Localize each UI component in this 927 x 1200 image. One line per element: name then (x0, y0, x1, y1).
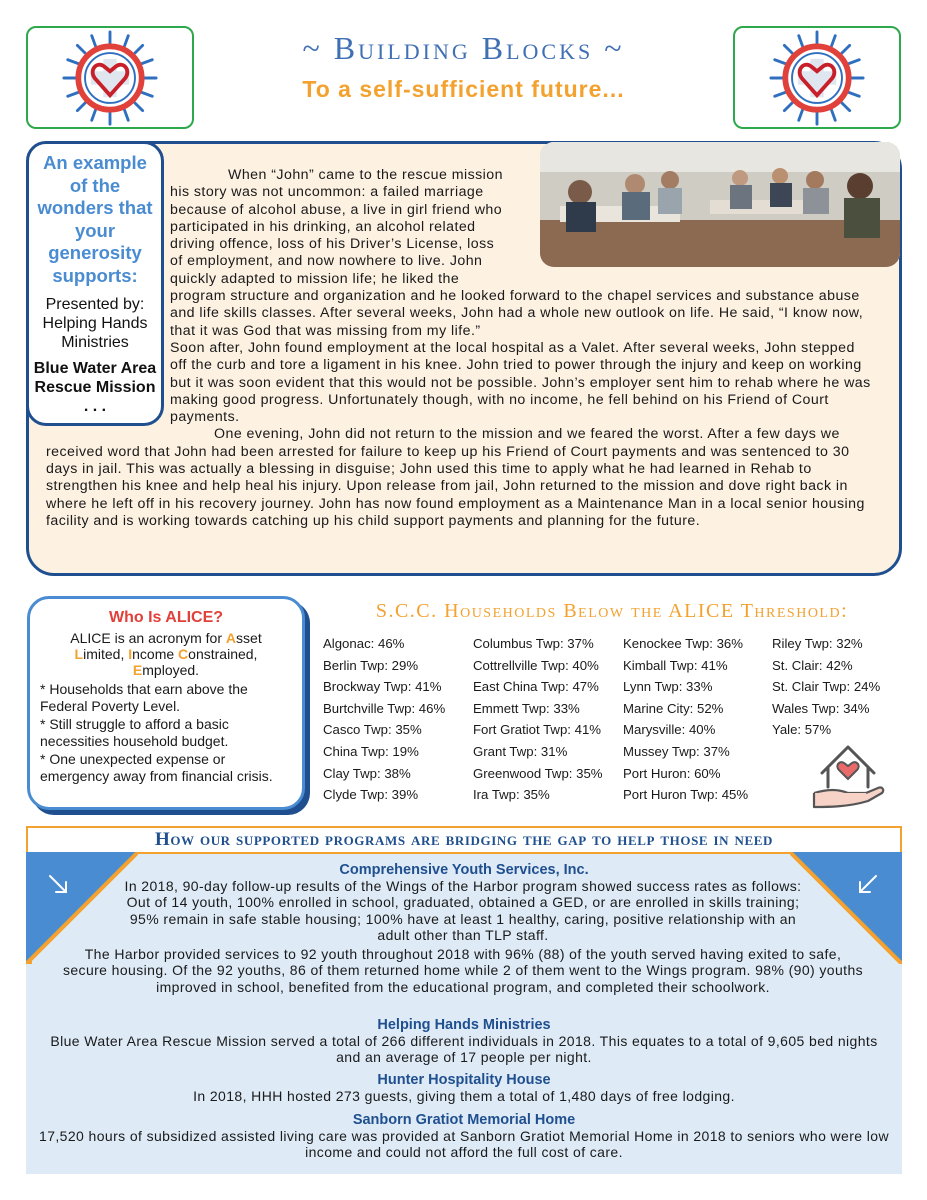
ministry-logo-icon (769, 30, 865, 126)
household-entry: Cottrellville Twp: 40% (473, 657, 599, 673)
ministry-logo-icon (62, 30, 158, 126)
program-title-hunter: Hunter Hospitality House (377, 1072, 551, 1088)
programs-header: How our supported programs are bridging the gap to help those in need (26, 826, 902, 854)
household-entry: Columbus Twp: 37% (473, 636, 594, 651)
households-column (623, 633, 748, 806)
story-paragraph: Soon after, John found employment at the local hospital as a Valet. After several weeks, John stepped off the curb and tore a ligament in his knee. John tried to power through the injury and keep on working but it was soon evident that this would not be possible. John’s employer sent him to rehab where he was making good progress. Unfortunately though, with no income, he fell behind on his Friend of Court payments. (170, 339, 871, 426)
household-entry: Casco Twp: 35% (323, 722, 422, 738)
logo-right (733, 26, 901, 129)
example-callout (26, 141, 164, 426)
dining-hall-photo (540, 142, 900, 267)
program-text-hunter: In 2018, HHH hosted 273 guests, giving them a total of 1,480 days of free lodging. (193, 1088, 735, 1104)
household-entry: Yale: 57% (772, 722, 832, 738)
program-title-cys: Comprehensive Youth Services, Inc. (339, 862, 589, 878)
household-entry: Marine City: 52% (623, 700, 724, 716)
example-heading: An example of the wonders that your generosity supports: (37, 152, 153, 286)
page-title: ~ Building Blocks ~ (302, 30, 625, 66)
households-column (473, 633, 603, 806)
program-title-sanborn: Sanborn Gratiot Memorial Home (352, 1112, 576, 1128)
alice-bullet: * Still struggle to afford a basic necessities household budget. (40, 716, 229, 749)
alice-bullet: * Households that earn above the Federal Poverty Level. (40, 681, 248, 714)
story-paragraph: One evening, John did not return to the mission and we feared the worst. After a few days we received word that John had been arrested for failure to keep up his Friend of Court payments and was sentenced to 30 days in jail. This was actually a blessing in disguise; John used this time to apply what he had learned in Rehab to strengthen his knee and help heal his injury. Upon release from jail, John returned to the mission and dove right back in where he left off in his recovery journey. John has now found employment as a Maintenance Man in a local senior housing facility and is working towards catching up his child support payments and planning for the future. (46, 426, 865, 529)
alice-info-box (27, 596, 305, 810)
household-entry: Marysville: 40% (623, 722, 716, 738)
household-entry: Clyde Twp: 39% (323, 787, 419, 803)
page-subtitle: To a self-sufficient future... (302, 76, 625, 102)
households-column (323, 633, 445, 806)
presented-by: Presented by: Helping Hands Ministries (42, 296, 148, 351)
story-paragraph: When “John” came to the rescue mission his story was not uncommon: a failed marriage because of alcohol abuse, a live in girl friend who participated in his drinking, an alcohol related driving offence, loss of his Driver’s License, loss of employment, and now nowhere to live. John quickly adapted to mission life; he liked the program structure and organization and he looked forward to the chapel services and substance abuse and life skills classes. After several weeks, John had a whole new outlook on life. He said, “I know now, that it was God that was missing from my life.” (170, 167, 864, 339)
household-entry: Riley Twp: 32% (772, 636, 863, 651)
alice-definition: ALICE is an acronym for Asset Limited, Income Constrained, Employed. (70, 630, 262, 678)
household-entry: China Twp: 19% (323, 743, 419, 759)
program-text-sanborn: 17,520 hours of subsidized assisted living care was provided at Sanborn Gratiot Memorial Home in 2018 to seniors who were low income and could not afford the full cost of care. (39, 1128, 889, 1161)
household-entry: Brockway Twp: 41% (323, 679, 442, 695)
household-entry: St. Clair Twp: 24% (772, 679, 881, 695)
household-entry: Algonac: 46% (323, 636, 405, 651)
household-entry: Grant Twp: 31% (473, 743, 568, 759)
household-entry: Port Huron Twp: 45% (623, 787, 749, 803)
alice-bullet: * One unexpected expense or emergency away from financial crisis. (40, 751, 273, 784)
alice-title: Who Is ALICE? (108, 609, 224, 626)
household-entry: Clay Twp: 38% (323, 765, 411, 781)
household-entry: St. Clair: 42% (772, 657, 853, 673)
logo-left (26, 26, 194, 129)
household-entry: Greenwood Twp: 35% (473, 765, 603, 781)
households-column (772, 633, 880, 741)
house-heart-hand-icon (808, 735, 888, 811)
household-entry: Berlin Twp: 29% (323, 657, 419, 673)
household-entry: Lynn Twp: 33% (623, 679, 713, 695)
household-entry: Mussey Twp: 37% (623, 743, 730, 759)
household-entry: Kenockee Twp: 36% (623, 636, 743, 651)
household-entry: Burtchville Twp: 46% (323, 700, 446, 716)
program-text-cys-1: In 2018, 90-day follow-up results of the Wings of the Harbor program showed success rates as follows: Out of 14 youth, 100% enrolled in school, graduated, obtained a GED, or are enrolled in skills training; 95% remain in safe stable housing; 100% have at least 1 healthy, caring, positive relationship with an adult other than TLP staff. (124, 878, 802, 944)
household-entry: Port Huron: 60% (623, 765, 721, 781)
household-entry: Wales Twp: 34% (772, 700, 870, 716)
program-text-cys-2: The Harbor provided services to 92 youth throughout 2018 with 96% (88) of the youth served having exited to safe, secure housing. Of the 92 youths, 86 of them returned home while 2 of them went to the Wings program. 98% (90) youths improved in school, benefited from the educational program, and completed their schoolwork. (62, 946, 864, 995)
household-entry: Kimball Twp: 41% (623, 657, 728, 673)
household-entry: Fort Gratiot Twp: 41% (473, 722, 602, 738)
alice-bullets (40, 681, 292, 784)
program-text-hhm: Blue Water Area Rescue Mission served a total of 266 different individuals in 2018. This equates to a total of 9,605 bed nights and an average of 17 people per night. (50, 1033, 878, 1066)
program-title-hhm: Helping Hands Ministries (377, 1017, 551, 1033)
organization-name: Blue Water Area Rescue Mission . . . (33, 360, 157, 415)
household-entry: East China Twp: 47% (473, 679, 599, 695)
household-entry: Ira Twp: 35% (473, 787, 550, 803)
households-title: S.C.C. Households Below the ALICE Threshold: (375, 600, 849, 622)
household-entry: Emmett Twp: 33% (473, 700, 580, 716)
